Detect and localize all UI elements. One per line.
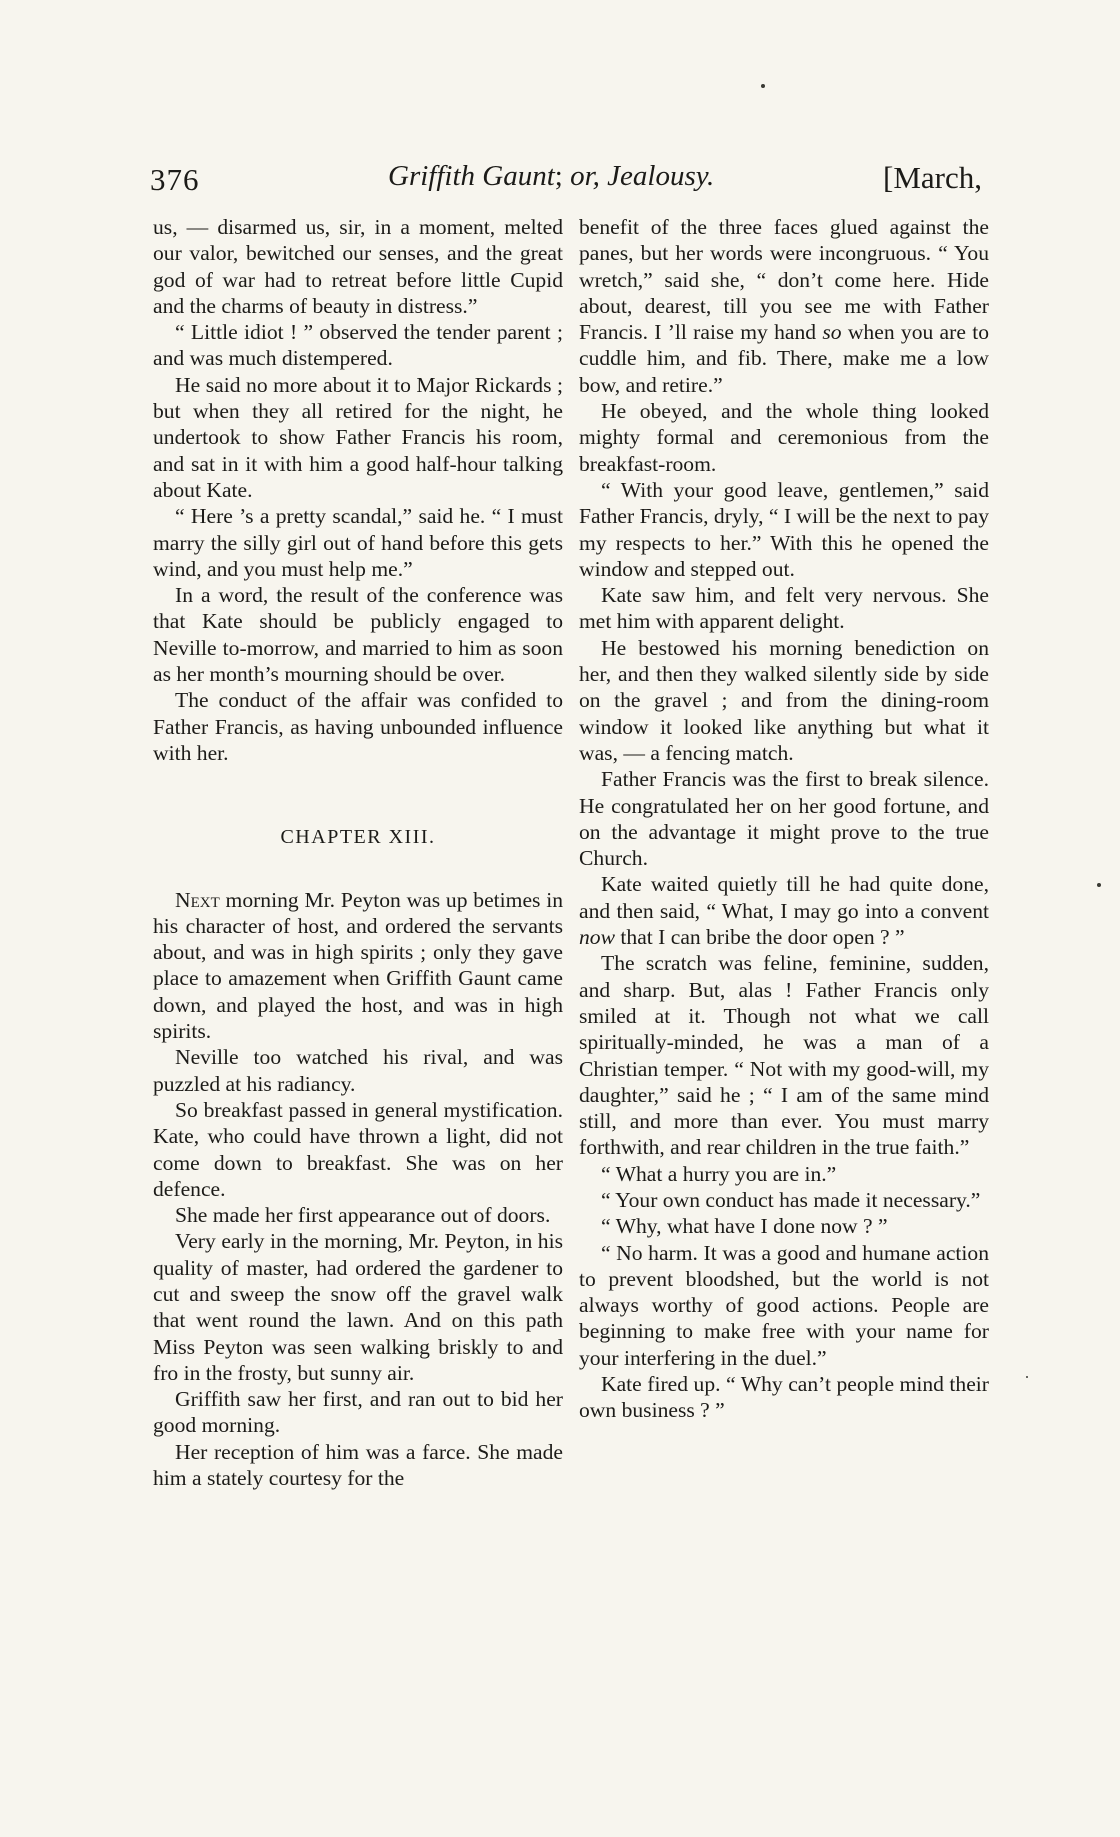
paragraph: “ No harm. It was a good and humane action to prevent bloodshed, but the world is not always worthy of good actions. People are beginning to make free with your name for your interfering in the duel.” — [579, 1240, 989, 1370]
paragraph: Kate saw him, and felt very nervous. She met him with apparent delight. — [579, 583, 989, 634]
paragraph: He said no more about it to Major Rickards ; but when they all retired for the night, he undertook to show Father Francis his room, and sat in it with him a good half-hour talking about Kate. — [153, 372, 563, 502]
paragraph: “ Little idiot ! ” observed the tender parent ; and was much distempered. — [153, 320, 563, 371]
paragraph: Kate fired up. “ Why can’t people mind their own business ? ” — [579, 1372, 989, 1423]
paragraph: “ Here ’s a pretty scandal,” said he. “ I must marry the silly girl out of hand before this gets wind, and you must help me.” — [153, 504, 563, 581]
paragraph — [579, 871, 989, 950]
paragraph — [153, 887, 563, 1045]
paragraph: She made her first appearance out of doors. — [175, 1203, 551, 1228]
running-title-rest: or, Jealousy. — [570, 160, 715, 192]
paragraph: Her reception of him was a farce. She made him a stately courtesy for the — [153, 1439, 563, 1491]
print-speck — [1026, 1376, 1028, 1378]
paragraph-text: Kate waited quietly till he had quite done, and then said, “ What, I may go into a convent — [579, 872, 989, 923]
paragraph: Neville too watched his rival, and was puzzled at his radiancy. — [153, 1045, 563, 1096]
emphasis: so — [822, 320, 842, 345]
month-label: [March, — [883, 160, 982, 195]
paragraph: The scratch was feline, feminine, sudden, and sharp. But, alas ! Father Francis only smiled at it. Though not what we call spiritually-minded, he was a man of a Christian temper. “ Not with my good-will, my daughter,” said he ; “ I am of the same mind still, and more than ever. You must marry forthwith, and rear children in the true faith.” — [579, 951, 989, 1160]
running-title-separator: ; — [554, 160, 571, 192]
page-number: 376 — [150, 162, 200, 197]
paragraph: “ What a hurry you are in.” — [601, 1161, 837, 1186]
paragraph: Father Francis was the first to break silence. He congratulated her on her good fortune, and on the advantage it might prove to the true Church. — [579, 767, 989, 871]
paragraph: He bestowed his morning benediction on her, and then they walked silently side by side on the gravel ; and from the dining-room window it looked like anything but what it was, — a fencing match. — [579, 635, 989, 765]
paragraph: us, — disarmed us, sir, in a moment, melted our valor, bewitched our senses, and the great god of war had to retreat before little Cupid and the charms of beauty in distress.” — [153, 215, 563, 318]
paragraph: In a word, the result of the conference was that Kate should be publicly engaged to Neville to-morrow, and married to him as soon as her month’s mourning should be over. — [153, 583, 563, 687]
emphasis: now — [579, 925, 615, 950]
paragraph: He obeyed, and the whole thing looked mighty formal and ceremonious from the breakfast-room. — [579, 399, 989, 476]
print-speck — [761, 84, 765, 88]
paragraph-text: that I can bribe the door open ? ” — [615, 925, 905, 950]
paragraph — [579, 214, 989, 398]
paragraph: “ Your own conduct has made it necessary.” — [601, 1187, 981, 1212]
paragraph: So breakfast passed in general mystification. Kate, who could have thrown a light, did not come down to breakfast. She was on her defence. — [153, 1097, 563, 1201]
paragraph-text: benefit of the three faces glued against the panes, but her words were incongruous. “ You wretch,” said she, “ don’t come here. Hide about, dearest, till you see me with Father Francis. I ’ll raise my hand — [579, 215, 989, 345]
paragraph: The conduct of the affair was confided to Father Francis, as having unbounded influence with her. — [153, 688, 563, 765]
chapter-heading: CHAPTER XIII. — [280, 826, 436, 849]
paragraph-text: when you are to cuddle him, and fib. There, make me a low bow, and retire.” — [579, 320, 989, 397]
paragraph-text: morning Mr. Peyton was up betimes in his character of host, and ordered the servants about, and was in high spirits ; only they gave place to amazement when Griffith Gaunt came down, and played the host, and was in high spirits. — [153, 887, 563, 1044]
running-header — [150, 158, 982, 202]
paragraph: “ Why, what have I done now ? ” — [601, 1214, 888, 1239]
left-column — [153, 214, 563, 1491]
print-speck — [1097, 883, 1101, 887]
paragraph: Very early in the morning, Mr. Peyton, in his quality of master, had ordered the gardener to cut and sweep the snow off the gravel walk that went round the lawn. And on this path Miss Peyton was seen walking briskly to and fro in the frosty, but sunny air. — [153, 1229, 563, 1385]
chapter-lead-word: Next — [175, 887, 220, 912]
right-column — [579, 214, 989, 1424]
running-title — [388, 160, 714, 193]
paragraph: Griffith saw her first, and ran out to bid her good morning. — [153, 1387, 563, 1438]
paragraph: “ With your good leave, gentlemen,” said Father Francis, dryly, “ I will be the next to pay my respects to her.” With this he opened the window and stepped out. — [579, 477, 989, 581]
running-title-main: Griffith Gaunt — [388, 160, 555, 192]
